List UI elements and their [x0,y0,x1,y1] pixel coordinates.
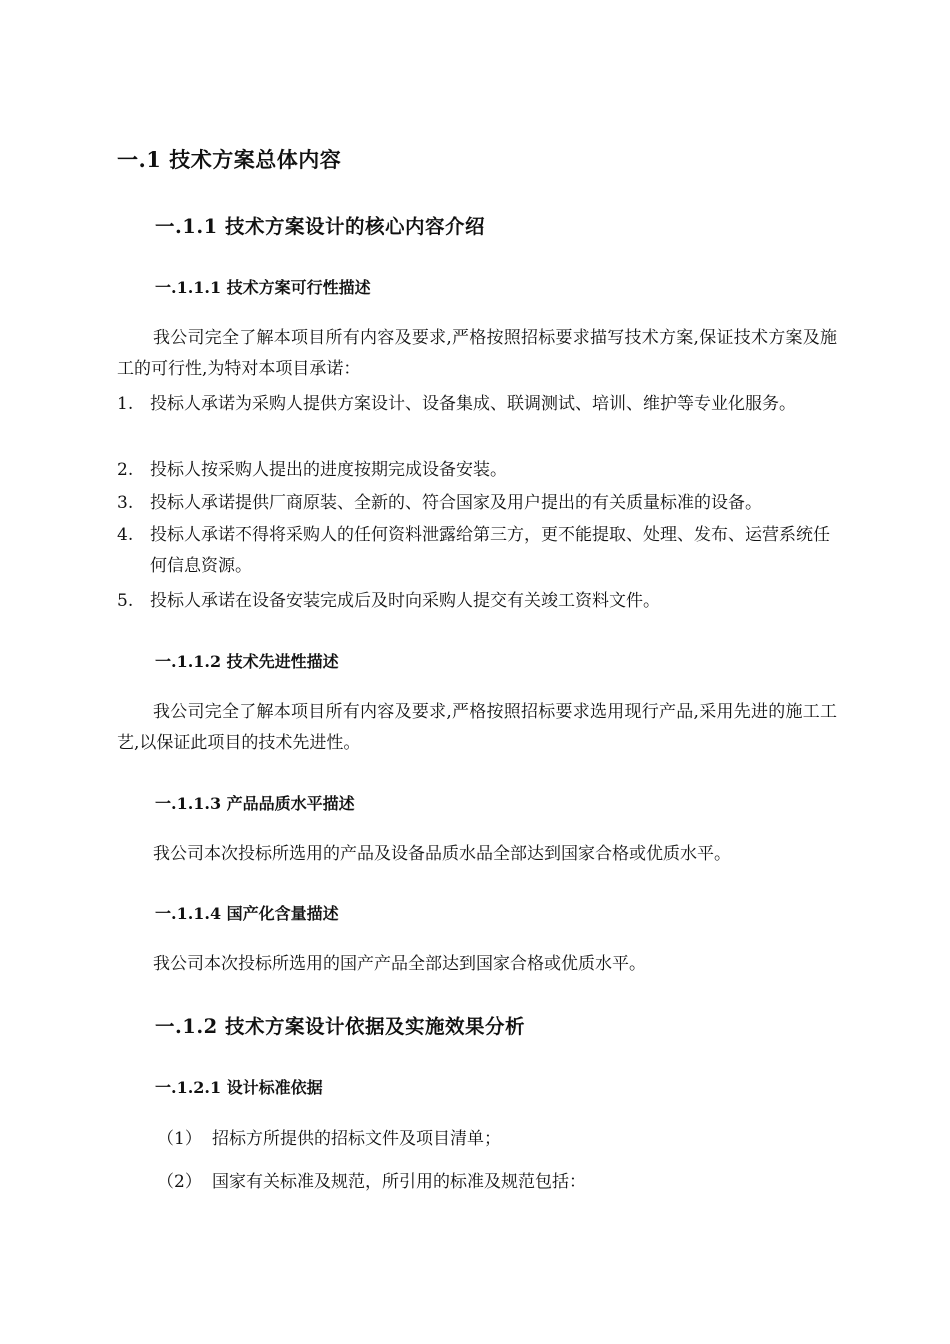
list-item-number: 4. [117,525,134,545]
heading-1-2-1: 一.1.2.1 设计标准依据 [155,1078,323,1097]
paren-list-number: （1） [157,1129,202,1149]
list-item-text: 投标人按采购人提出的进度按期完成设备安装。 [150,460,507,480]
list-item-text: 投标人承诺为采购人提供方案设计、设备集成、联调测试、培训、维护等专业化服务。 [150,394,796,414]
feasibility-intro-paragraph: 我公司完全了解本项目所有内容及要求,严格按照招标要求描写技术方案,保证技术方案及施工的可行性,为特对本项目承诺： [117,328,837,379]
localization-paragraph: 我公司本次投标所选用的国产产品全部达到国家合格或优质水平。 [153,954,646,974]
paren-list-item [157,1124,501,1155]
heading-1-2: 一.1.2 技术方案设计依据及实施效果分析 [155,1015,526,1038]
paren-list-text: 国家有关标准及规范，所引用的标准及规范包括： [212,1172,586,1192]
list-item-text: 投标人承诺在设备安装完成后及时向采购人提交有关竣工资料文件。 [150,591,660,611]
list-item-text: 投标人承诺提供厂商原装、全新的、符合国家及用户提出的有关质量标准的设备。 [150,493,762,513]
list-item-number: 5. [117,591,134,611]
list-item [117,586,837,617]
quality-paragraph: 我公司本次投标所选用的产品及设备品质水品全部达到国家合格或优质水平。 [153,844,731,864]
list-item-number: 3. [117,493,134,513]
heading-1: 一.1 技术方案总体内容 [117,147,342,172]
paren-list-item [157,1167,586,1198]
paren-list-text: 招标方所提供的招标文件及项目清单； [212,1129,501,1149]
heading-1-1-2: 一.1.1.2 技术先进性描述 [155,652,339,671]
heading-1-1-4: 一.1.1.4 国产化含量描述 [155,904,339,923]
list-item [117,520,837,582]
heading-1-1-3: 一.1.1.3 产品品质水平描述 [155,794,355,813]
list-item-number: 1. [117,394,134,414]
heading-1-1-1: 一.1.1.1 技术方案可行性描述 [155,278,371,297]
heading-1-1: 一.1.1 技术方案设计的核心内容介绍 [155,215,486,238]
advancement-paragraph: 我公司完全了解本项目所有内容及要求,严格按照招标要求选用现行产品,采用先进的施工工艺,以保证此项目的技术先进性。 [117,702,837,753]
list-item [117,488,837,519]
list-item-number: 2. [117,460,134,480]
list-item [117,389,837,420]
paren-list-number: （2） [157,1172,202,1192]
list-item [117,455,837,486]
list-item-text: 投标人承诺不得将采购人的任何资料泄露给第三方，更不能提取、处理、发布、运营系统任何信息资源。 [150,525,830,576]
